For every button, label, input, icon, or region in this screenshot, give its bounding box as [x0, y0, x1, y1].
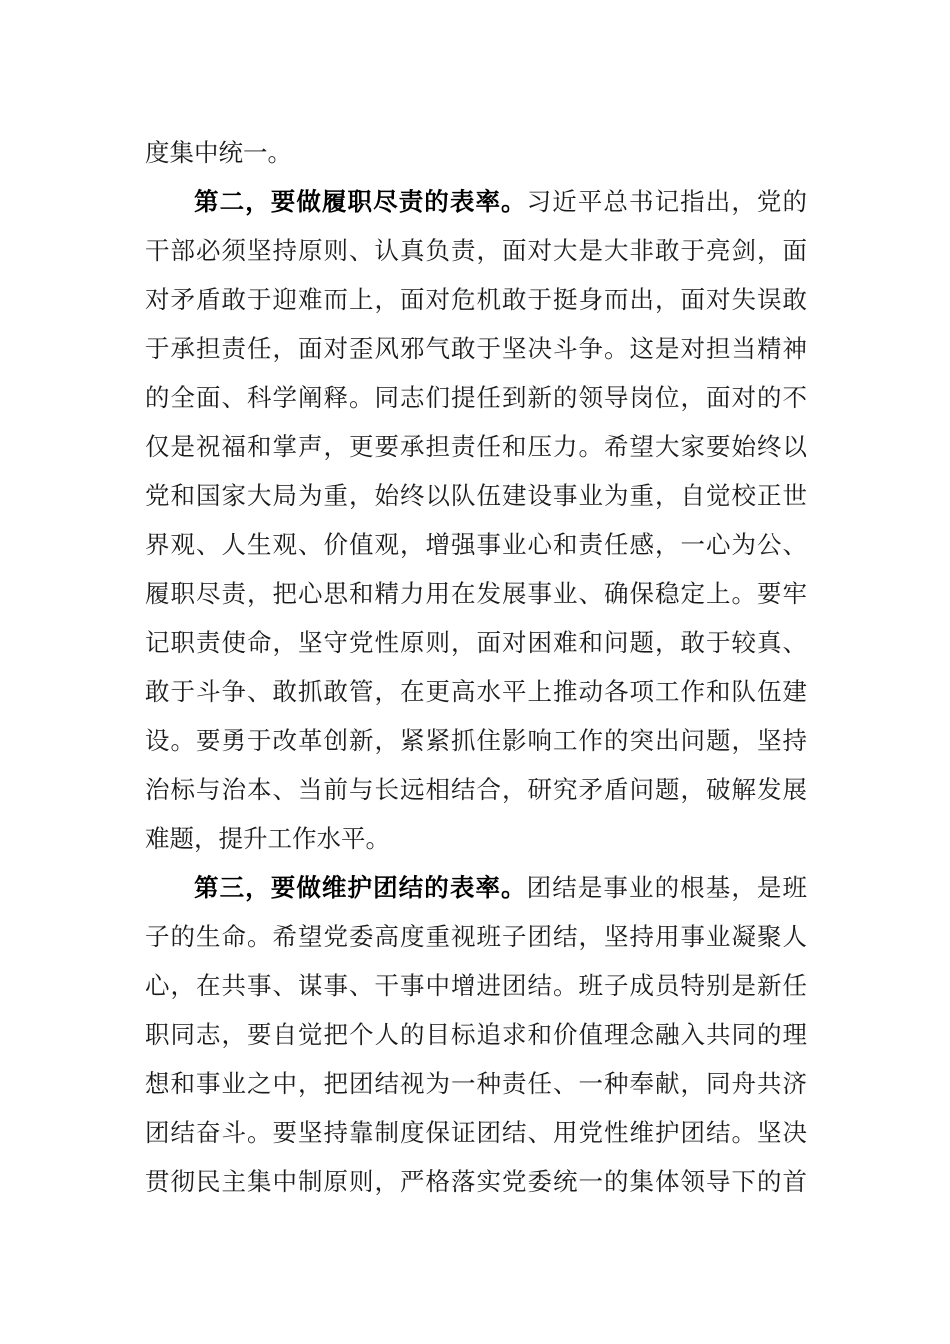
paragraph-heading-line: [194, 868, 807, 908]
text-line: 干部必须坚持原则、认真负责，面对大是大非敢于亮剑，面: [145, 236, 807, 265]
paragraph-heading: 第二，要做履职尽责的表率。: [194, 187, 527, 216]
text-line: 度集中统一。: [145, 138, 292, 167]
text-line: 团结奋斗。要坚持靠制度保证团结、用党性维护团结。坚决: [145, 1118, 807, 1147]
text-line: 贯彻民主集中制原则，严格落实党委统一的集体领导下的首: [145, 1167, 807, 1196]
text-line: 职同志，要自觉把个人的目标追求和价值理念融入共同的理: [145, 1020, 807, 1049]
paragraph-heading: 第三，要做维护团结的表率。: [194, 873, 527, 902]
text-line: 履职尽责，把心思和精力用在发展事业、确保稳定上。要牢: [145, 579, 807, 608]
text-line: 子的生命。希望党委高度重视班子团结，坚持用事业凝聚人: [145, 922, 807, 951]
text-line: 心，在共事、谋事、干事中增进团结。班子成员特别是新任: [145, 971, 807, 1000]
paragraph-heading-line: [194, 182, 807, 222]
text-line: 对矛盾敢于迎难而上，面对危机敢于挺身而出，面对失误敢: [145, 285, 807, 314]
text-fragment: 团结是事业的根基，是班: [526, 873, 807, 902]
text-line: 难题，提升工作水平。: [145, 824, 390, 853]
text-line: 仅是祝福和掌声，更要承担责任和压力。希望大家要始终以: [145, 432, 807, 461]
text-line: 界观、人生观、价值观，增强事业心和责任感，一心为公、: [145, 530, 807, 559]
text-fragment: 习近平总书记指出，党的: [526, 187, 807, 216]
text-line: 党和国家大局为重，始终以队伍建设事业为重，自觉校正世: [145, 481, 807, 510]
text-line: 设。要勇于改革创新，紧紧抓住影响工作的突出问题，坚持: [145, 726, 807, 755]
text-line: 想和事业之中，把团结视为一种责任、一种奉献，同舟共济: [145, 1069, 807, 1098]
text-line: 记职责使命，坚守党性原则，面对困难和问题，敢于较真、: [145, 628, 807, 657]
text-line: 于承担责任，面对歪风邪气敢于坚决斗争。这是对担当精神: [145, 334, 807, 363]
text-line: 敢于斗争、敢抓敢管，在更高水平上推动各项工作和队伍建: [145, 677, 807, 706]
text-line: 的全面、科学阐释。同志们提任到新的领导岗位，面对的不: [145, 383, 807, 412]
text-line: 治标与治本、当前与长远相结合，研究矛盾问题，破解发展: [145, 775, 807, 804]
